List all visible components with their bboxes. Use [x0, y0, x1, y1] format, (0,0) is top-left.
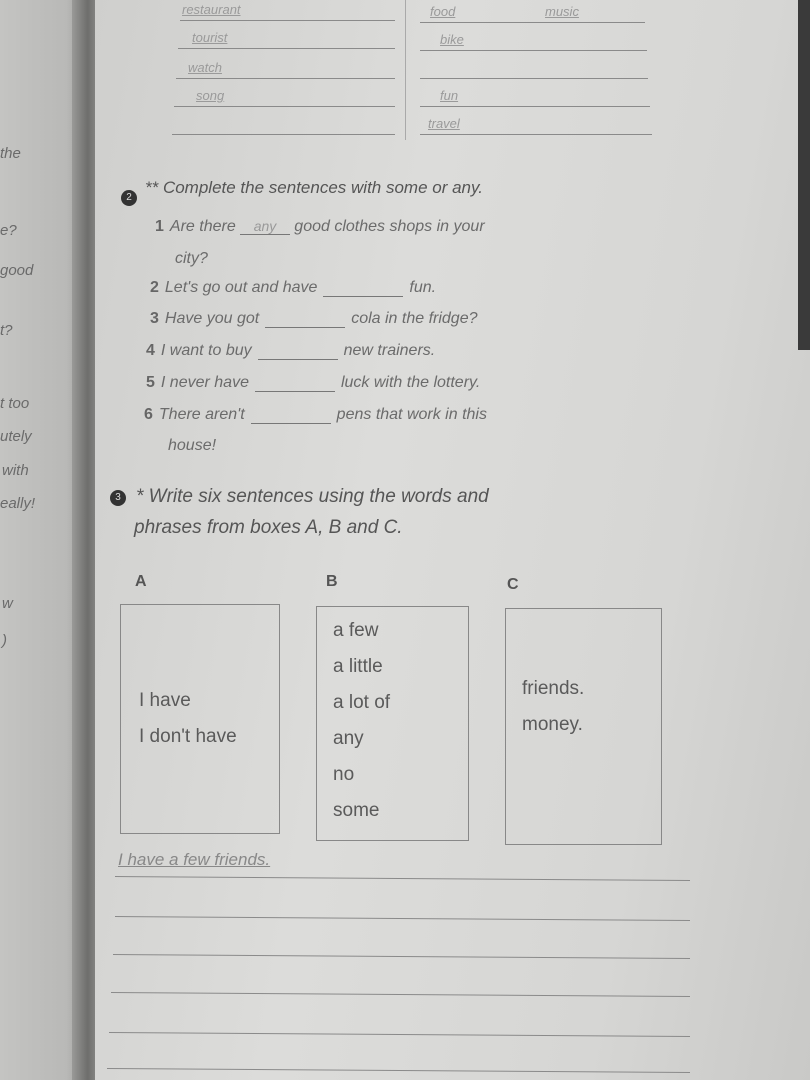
box-b-word: no	[333, 764, 355, 785]
exercise2-item	[150, 279, 436, 297]
item-text-before: I never have	[160, 374, 249, 391]
box-b-word: any	[333, 728, 364, 749]
item-number: 1	[155, 218, 164, 235]
exercise2-item	[146, 342, 435, 360]
box-b	[316, 606, 469, 841]
item-text-before: Let's go out and have	[164, 279, 318, 296]
margin-fragment: good	[0, 262, 34, 279]
table-divider	[405, 0, 406, 140]
margin-fragment: with	[2, 462, 29, 479]
margin-fragment: w	[2, 595, 13, 612]
exercise2-item	[144, 406, 487, 424]
write-line	[420, 22, 645, 23]
answer-blank[interactable]: any	[240, 218, 291, 235]
exercise2-instruction: ** Complete the sentences with some or any.	[145, 178, 483, 197]
exercise2-item	[146, 374, 480, 392]
write-line	[172, 134, 395, 135]
handwritten-word: bike	[440, 32, 464, 47]
answer-blank[interactable]	[265, 327, 345, 328]
box-b-label: B	[326, 573, 338, 590]
answer-blank[interactable]	[258, 359, 338, 360]
handwritten-word: watch	[188, 60, 222, 75]
write-line	[420, 106, 650, 107]
item-number: 2	[150, 279, 159, 296]
box-a-word: I have	[139, 690, 191, 711]
box-a-label: A	[135, 573, 147, 590]
item-text-after: luck with the lottery.	[340, 374, 481, 391]
answer-blank[interactable]	[251, 423, 331, 424]
item-continuation: city?	[175, 250, 208, 267]
write-line	[180, 20, 395, 21]
item-text-before: Are there	[169, 218, 236, 235]
handwritten-word: song	[196, 88, 225, 103]
exercise-number-badge: 3	[110, 490, 126, 506]
item-text-before: Have you got	[164, 310, 260, 327]
item-number: 3	[150, 310, 159, 327]
handwritten-word: travel	[428, 116, 460, 131]
page-corner	[798, 0, 810, 350]
item-number: 6	[144, 406, 153, 423]
write-line	[420, 134, 652, 135]
item-text-after: cola in the fridge?	[351, 310, 478, 327]
exercise3-instruction: phrases from boxes A, B and C.	[134, 517, 403, 538]
margin-fragment: t too	[0, 395, 30, 412]
box-a	[120, 604, 280, 834]
box-c	[505, 608, 662, 845]
exercise3-instruction: * Write six sentences using the words and	[136, 486, 489, 507]
item-continuation: house!	[168, 437, 217, 454]
box-b-word: a lot of	[333, 692, 391, 713]
box-c-word: money.	[522, 714, 583, 735]
write-line	[176, 78, 395, 79]
handwritten-word: fun	[440, 88, 459, 103]
margin-fragment: )	[2, 632, 7, 649]
answer-blank[interactable]	[323, 296, 403, 297]
item-text-before: I want to buy	[160, 342, 252, 359]
write-line	[178, 48, 395, 49]
handwritten-word: food	[430, 4, 456, 19]
write-line	[420, 50, 647, 51]
margin-fragment: the	[0, 145, 21, 162]
item-number: 5	[146, 374, 155, 391]
item-number: 4	[146, 342, 155, 359]
write-line	[174, 106, 395, 107]
margin-fragment: e?	[0, 222, 17, 239]
margin-fragment: utely	[0, 428, 32, 445]
item-text-after: new trainers.	[343, 342, 436, 359]
item-text-after: good clothes shops in your	[294, 218, 485, 235]
item-text-after: pens that work in this	[336, 406, 487, 423]
handwritten-word: restaurant	[182, 2, 241, 17]
box-b-word: a few	[333, 620, 379, 641]
box-b-word: a little	[333, 656, 383, 677]
handwritten-word: tourist	[192, 30, 228, 45]
exercise-number-badge: 2	[121, 190, 137, 206]
handwritten-word: music	[545, 4, 579, 19]
box-c-label: C	[507, 576, 519, 593]
item-text-before: There aren't	[158, 406, 245, 423]
box-b-word: some	[333, 800, 380, 821]
item-text-after: fun.	[409, 279, 437, 296]
margin-fragment: t?	[0, 322, 13, 339]
exercise2-item	[150, 310, 478, 328]
box-a-word: I don't have	[139, 726, 237, 747]
answer-blank[interactable]	[255, 391, 335, 392]
box-c-word: friends.	[522, 678, 585, 699]
margin-fragment: eally!	[0, 495, 36, 512]
write-line	[420, 78, 648, 79]
exercise2-item	[155, 218, 485, 236]
example-answer: I have a few friends.	[118, 850, 271, 869]
